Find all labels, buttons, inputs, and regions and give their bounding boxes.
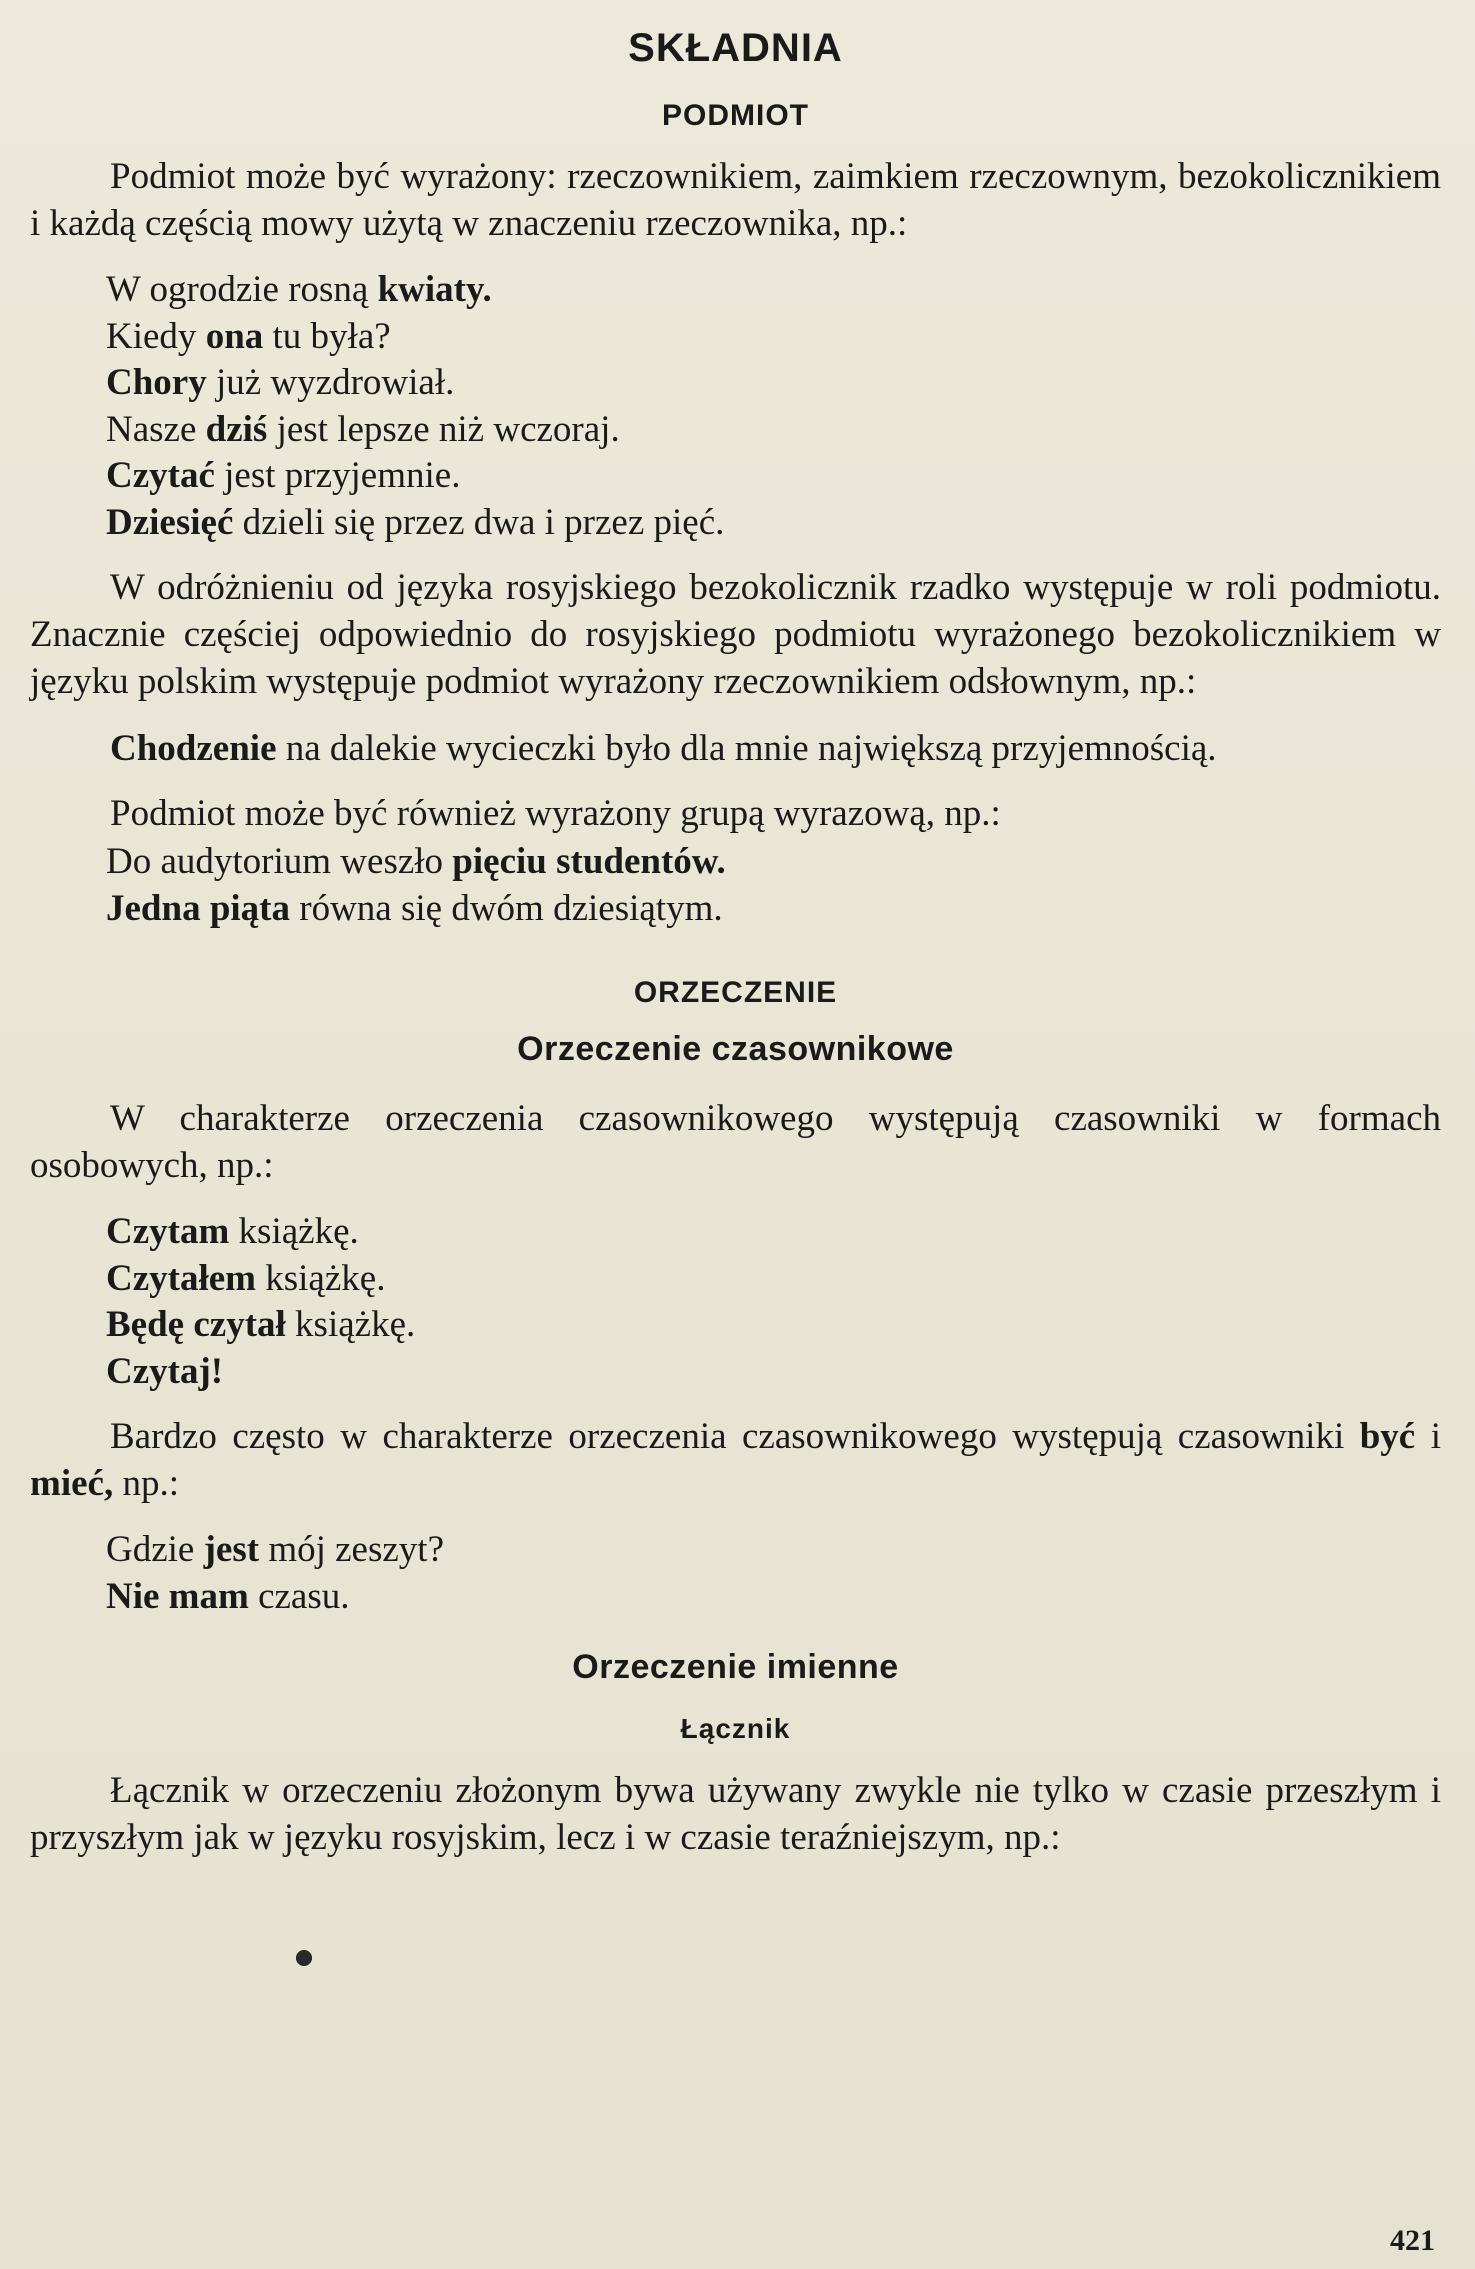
example-line: Czytać jest przyjemnie. bbox=[106, 455, 461, 496]
example-line: Nie mam czasu. bbox=[106, 1575, 350, 1617]
example-line: Jedna piąta równa się dwóm dziesiątym. bbox=[106, 887, 723, 929]
example-line: Kiedy ona tu była? bbox=[106, 315, 391, 357]
example-line: Dziesięć dzieli się przez dwa i przez pięć. bbox=[106, 501, 725, 543]
subheading-orzeczenie-imienne: Orzeczenie imienne bbox=[572, 1648, 899, 1686]
examples-czasownikowe bbox=[30, 1209, 1441, 1395]
section-heading-podmiot: PODMIOT bbox=[662, 99, 809, 132]
example-line: Gdzie jest mój zeszyt? bbox=[106, 1529, 445, 1570]
example-line: Czytaj! bbox=[106, 1350, 224, 1392]
example-line: Nasze dziś jest lepsze niż wczoraj. bbox=[106, 408, 620, 450]
subheading-lacznik: Łącznik bbox=[680, 1713, 791, 1744]
paragraph-bezokolicznik: W odróżnieniu od języka rosyjskiego bezokolicznik rzadko występuje w roli podmiotu. Znacznie częściej odpowiednio do rosyjskiego podmiotu wyrażonego bezokolicznikiem w języku polskim występuje podmiot wyrażony rzeczownikiem odsłownym, np.: bbox=[30, 567, 1441, 702]
example-line: Chory już wyzdrowiał. bbox=[106, 362, 455, 403]
example-line: Będę czytał książkę. bbox=[106, 1304, 416, 1345]
ink-dot bbox=[296, 1950, 312, 1966]
examples-byc-miec bbox=[30, 1527, 1441, 1620]
example-line: Czytam książkę. bbox=[106, 1211, 359, 1252]
examples-podmiot bbox=[30, 267, 1441, 546]
example-line: W ogrodzie rosną kwiaty. bbox=[106, 269, 492, 310]
examples-grupa-wyrazowa bbox=[30, 839, 1441, 932]
paragraph-lacznik: Łącznik w orzeczeniu złożonym bywa używany zwykle nie tylko w czasie przeszłym i przyszłym jak w języku rosyjskim, lecz i w czasie teraźniejszym, np.: bbox=[30, 1770, 1441, 1858]
chapter-title: SKŁADNIA bbox=[628, 26, 843, 70]
page-number: 421 bbox=[1390, 2224, 1435, 2257]
example-line: Do audytorium weszło pięciu studentów. bbox=[106, 841, 726, 882]
paragraph-grupa-wyrazowa: Podmiot może być również wyrażony grupą wyrazową, np.: bbox=[110, 793, 1001, 834]
paragraph-podmiot-intro: Podmiot może być wyrażony: rzeczownikiem, zaimkiem rzeczownym, bezokolicznikiem i każdą częścią mowy użytą w znaczeniu rzeczownika, np.: bbox=[30, 156, 1441, 244]
example-chodzenie: Chodzenie na dalekie wycieczki było dla mnie największą przyjemnością. bbox=[110, 728, 1217, 769]
paragraph-czasownikowe: W charakterze orzeczenia czasownikowego występują czasowniki w formach osobowych, np.: bbox=[30, 1098, 1441, 1186]
example-line: Czytałem książkę. bbox=[106, 1257, 386, 1299]
section-heading-orzeczenie: ORZECZENIE bbox=[633, 976, 838, 1009]
paragraph-byc-miec: Bardzo często w charakterze orzeczenia czasownikowego występują czasowniki być i mieć, np.: bbox=[30, 1416, 1441, 1504]
subheading-orzeczenie-czasownikowe: Orzeczenie czasownikowe bbox=[517, 1030, 954, 1068]
